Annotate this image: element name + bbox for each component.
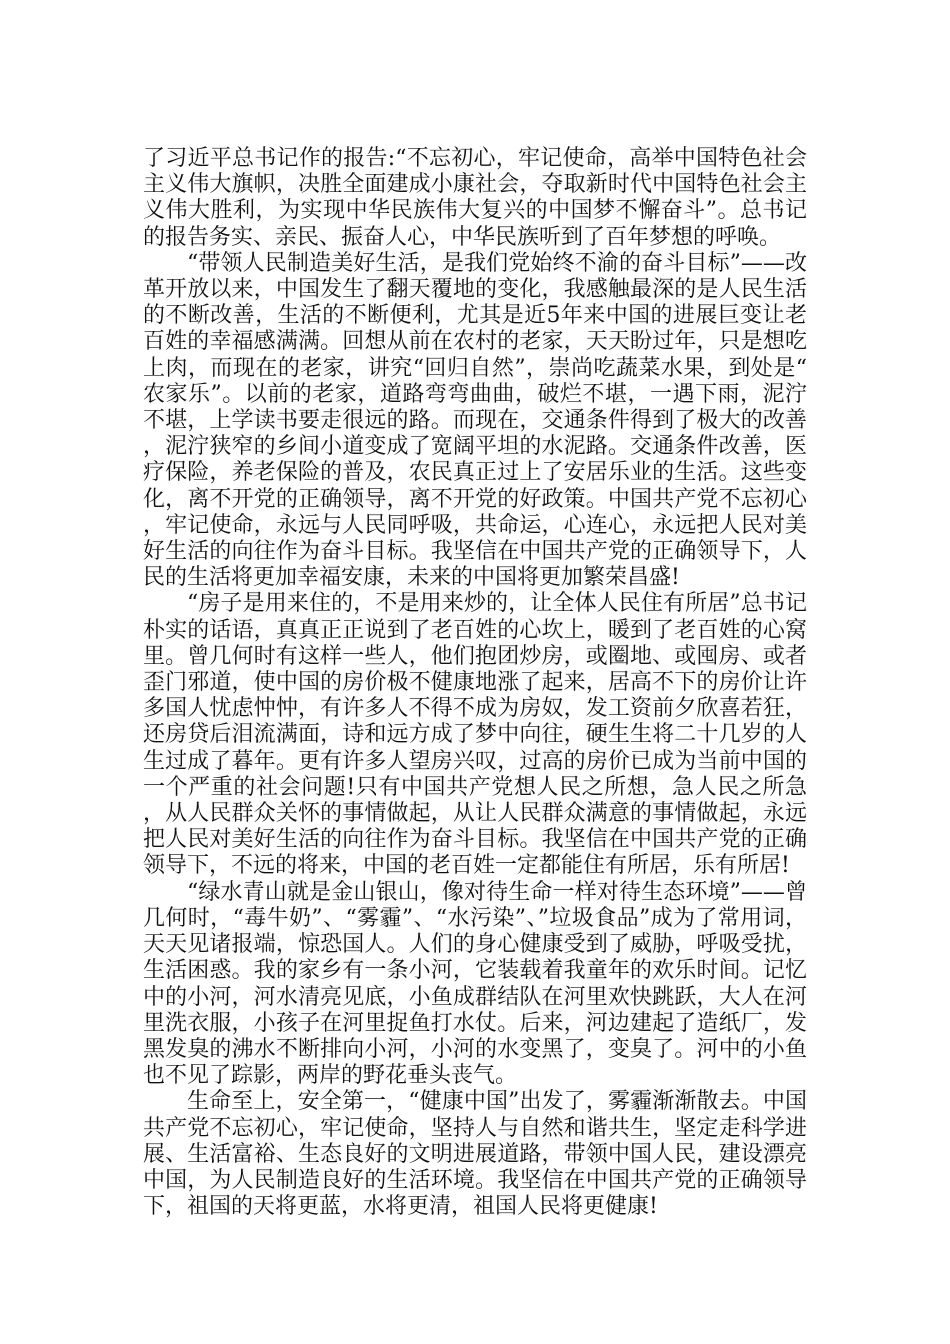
paragraph-3: “房子是用来住的，不是用来炒的，让全体人民住有所居”总书记朴实的话语，真真正正说到了老百姓的心坎上，暖到了老百姓的心窝里。曾几何时有这样一些人，他们抱团炒房，或圈地、或囤房、或者歪门邪道，使中国的房价极不健康地涨了起来，居高不下的房价让许多国人忧虑忡忡，有许多人不得不成为房奴，发工资前夕欣喜若狂，还房贷后泪流满面，诗和远方成了梦中向往，硬生生将二十几岁的人生过成了暮年。更有许多人望房兴叹，过高的房价已成为当前中国的一个严重的社会问题!只有中国共产党想人民之所想，急人民之所急，从人民群众关怀的事情做起，从让人民群众满意的事情做起，永远把人民对美好生活的向往作为奋斗目标。我坚信在中国共产党的正确领导下，不远的将来，中国的老百姓一定都能住有所居，乐有所居! bbox=[143, 591, 807, 879]
paragraph-1: 了习近平总书记作的报告:“不忘初心，牢记使命，高举中国特色社会主义伟大旗帜，决胜全面建成小康社会，夺取新时代中国特色社会主义伟大胜利，为实现中华民族伟大复兴的中国梦不懈奋斗”。总书记的报告务实、亲民、振奋人心，中华民族听到了百年梦想的呼唤。 bbox=[143, 146, 807, 250]
paragraph-4: “绿水青山就是金山银山，像对待生命一样对待生态环境”——曾几何时，“毒牛奶”、“雾霾”、“水污染”、”垃圾食品”成为了常用词，天天见诸报端，惊恐国人。人们的身心健康受到了威胁，呼吸受扰，生活困惑。我的家乡有一条小河，它装载着我童年的欢乐时间。记忆中的小河，河水清亮见底，小鱼成群结队在河里欢快跳跃，大人在河里洗衣服，小孩子在河里捉鱼打水仗。后来，河边建起了造纸厂，发黑发臭的沸水不断排向小河，小河的水变黑了，变臭了。河中的小鱼也不见了踪影，两岸的野花垂头丧气。 bbox=[143, 879, 807, 1089]
document-body bbox=[143, 146, 807, 1220]
paragraph-2: “带领人民制造美好生活，是我们党始终不渝的奋斗目标”——改革开放以来，中国发生了翻天覆地的变化，我感触最深的是人民生活的不断改善，生活的不断便利，尤其是近5年来中国的进展巨变让老百姓的幸福感满满。回想从前在农村的老家，天天盼过年，只是想吃上肉，而现在的老家，讲究“回归自然”，崇尚吃蔬菜水果，到处是“农家乐”。以前的老家，道路弯弯曲曲，破烂不堪，一遇下雨，泥泞不堪，上学读书要走很远的路。而现在，交通条件得到了极大的改善，泥泞狭窄的乡间小道变成了宽阔平坦的水泥路。交通条件改善，医疗保险，养老保险的普及，农民真正过上了安居乐业的生活。这些变化，离不开党的正确领导，离不开党的好政策。中国共产党不忘初心，牢记使命，永远与人民同呼吸，共命运，心连心，永远把人民对美好生活的向往作为奋斗目标。我坚信在中国共产党的正确领导下，人民的生活将更加幸福安康，未来的中国将更加繁荣昌盛! bbox=[143, 250, 807, 591]
paragraph-5: 生命至上，安全第一，“健康中国”出发了，雾霾渐渐散去。中国共产党不忘初心，牢记使命，坚持人与自然和谐共生，坚定走科学进展、生活富裕、生态良好的文明进展道路，带领中国人民，建设漂亮中国，为人民制造良好的生活环境。我坚信在中国共产党的正确领导下，祖国的天将更蓝，水将更清，祖国人民将更健康! bbox=[143, 1089, 807, 1220]
